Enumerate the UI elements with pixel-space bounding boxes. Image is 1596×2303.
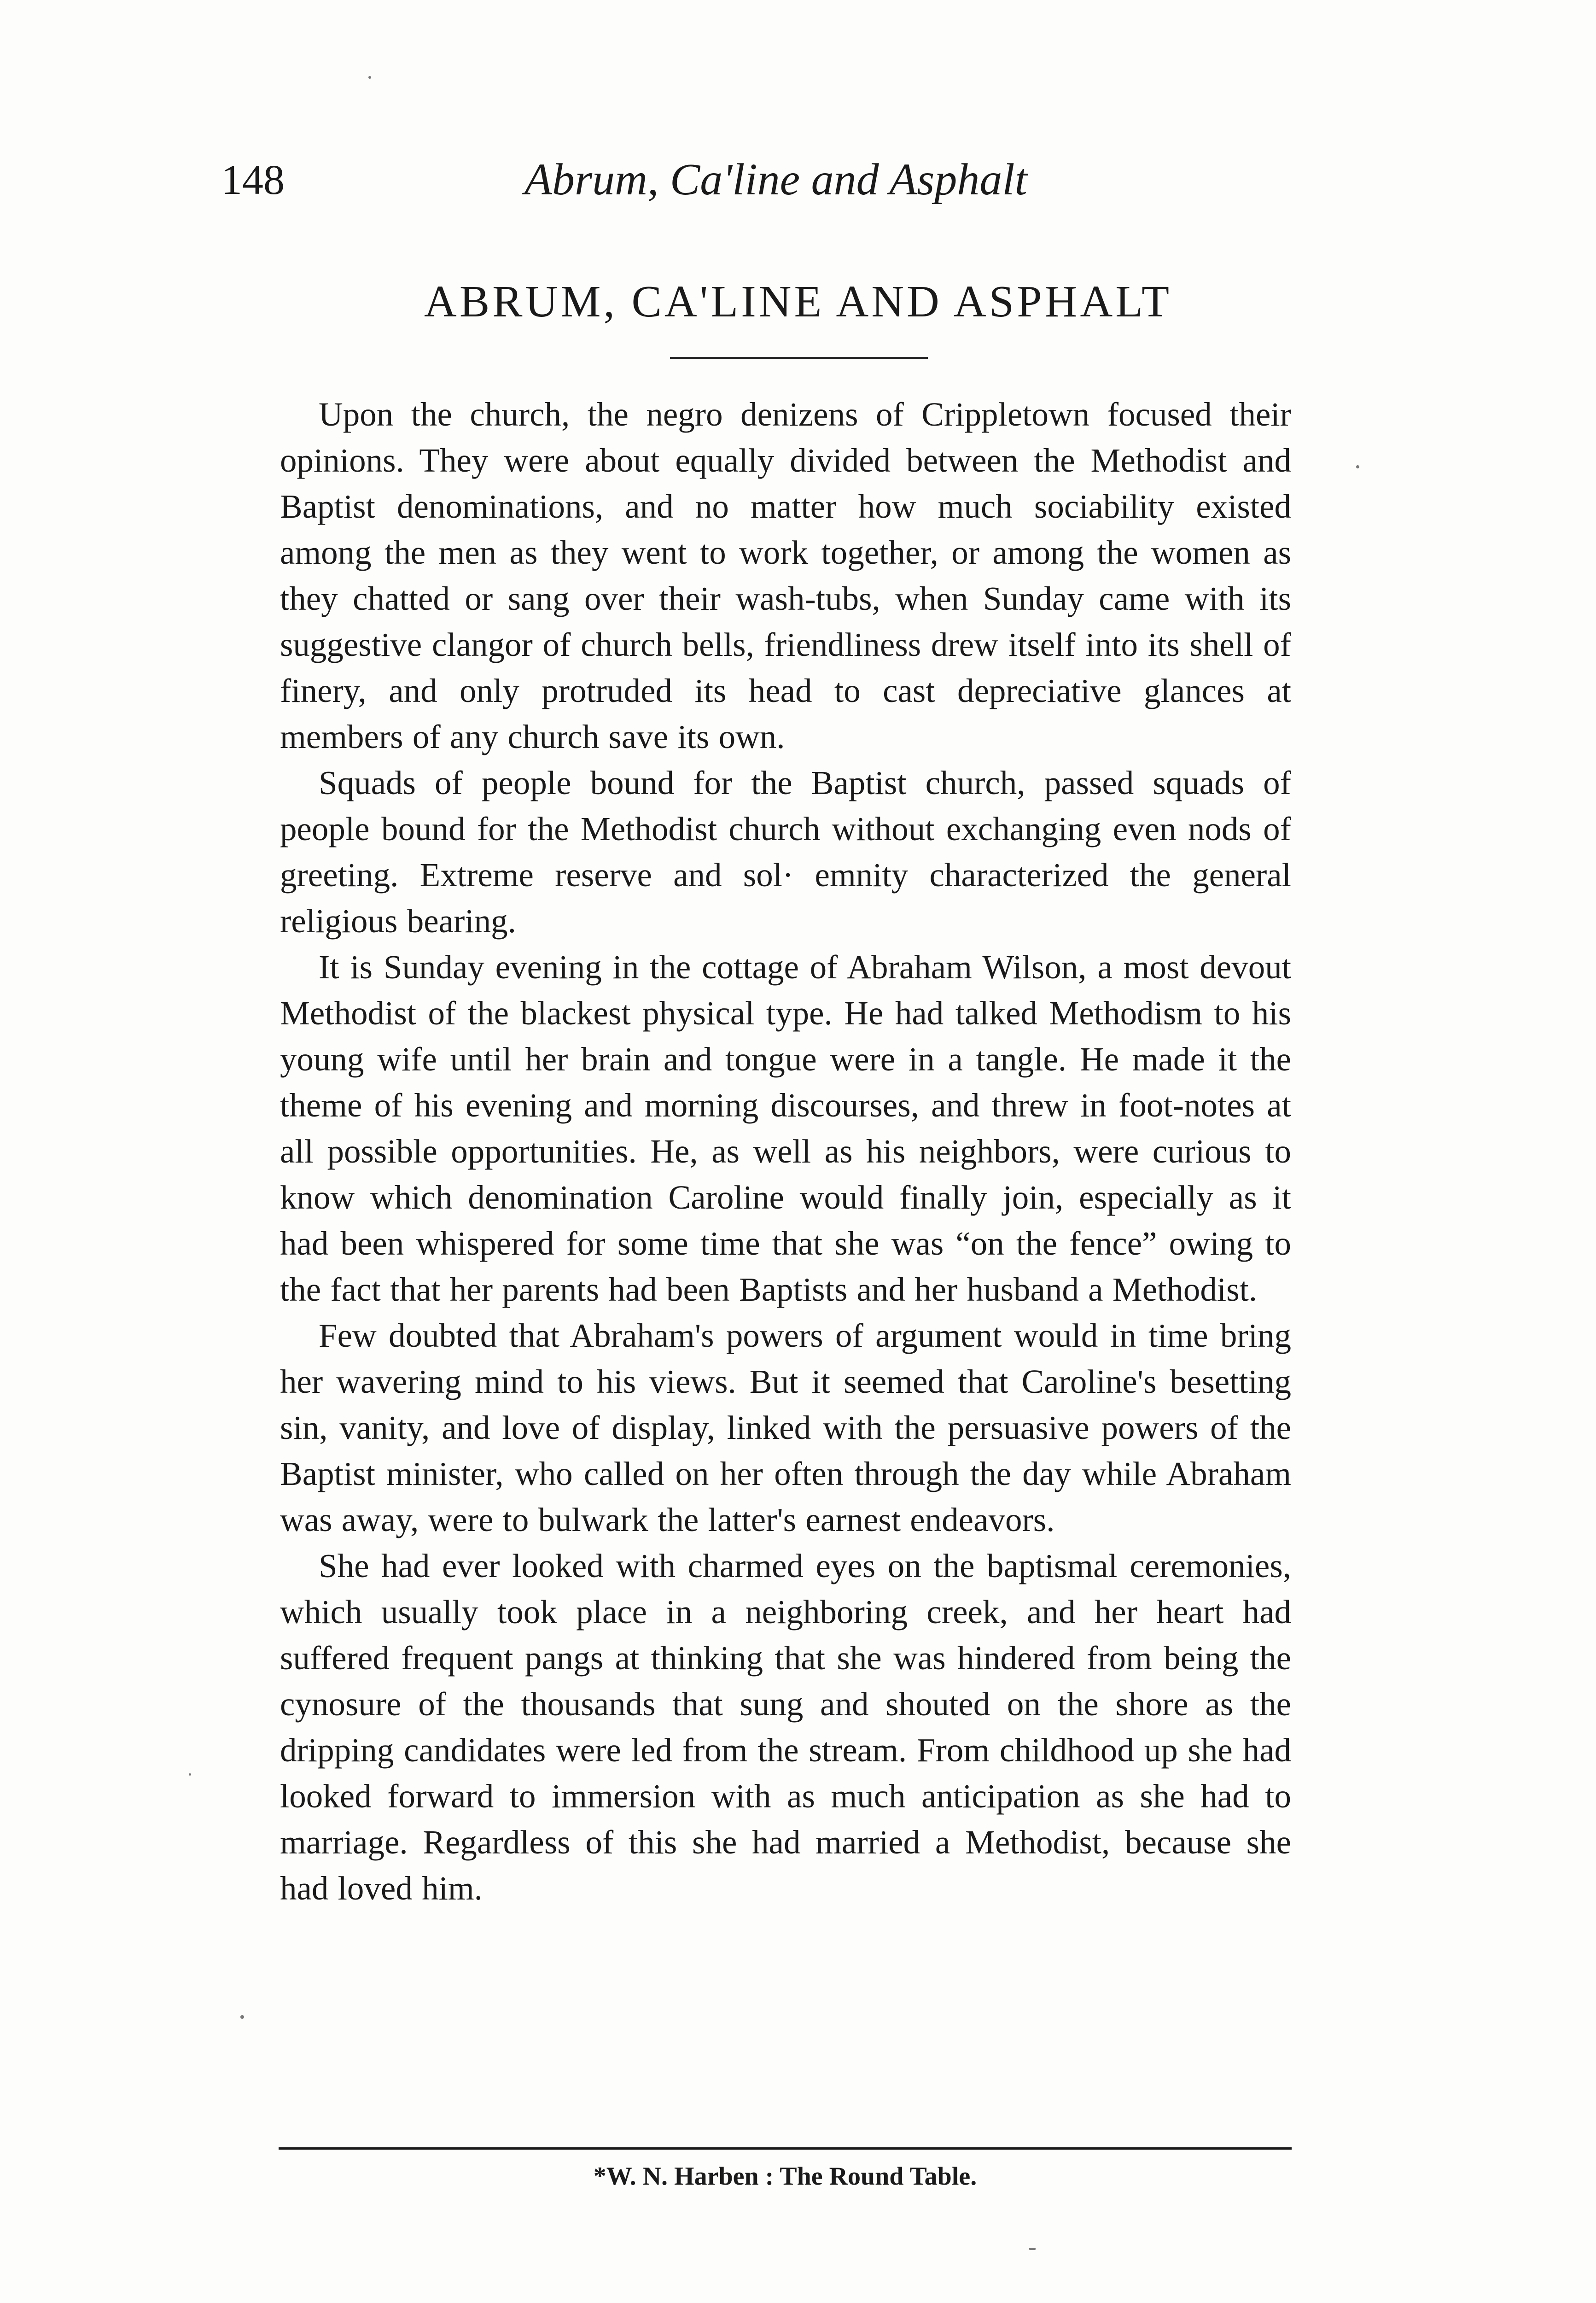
- paper-speck: [1029, 2248, 1036, 2250]
- title-rule: [670, 357, 928, 359]
- page-number: 148: [221, 156, 285, 203]
- paragraph-1: Upon the church, the negro denizens of Crippletown focused their opinions. They were about equally divided between the Methodist and Baptist denominations, and no matter how much sociability existed among the men as they went to work together, or among the women as they chatted or sang over their wash-tubs, when Sunday came with its suggestive clangor of church bells, friendliness drew itself into its shell of finery, and only protruded its head to cast depreciative glances at members of any church save its own.: [280, 396, 1291, 755]
- paper-speck: [1356, 465, 1359, 468]
- paper-speck: [189, 1773, 191, 1776]
- paper-speck: [368, 76, 371, 79]
- body-text: [280, 392, 1291, 1911]
- running-head: [221, 154, 1303, 219]
- paper-speck: [240, 2015, 244, 2019]
- running-title: Abrum, Ca'line and Asphalt: [524, 155, 1027, 205]
- footnote: *W. N. Harben : The Round Table.: [593, 2162, 977, 2191]
- footnote-rule: [279, 2147, 1292, 2150]
- chapter-title: ABRUM, CA'LINE AND ASPHALT: [424, 277, 1172, 327]
- paragraph-2: Squads of people bound for the Baptist church, passed squads of people bound for the Methodist church without exchanging even nods of greeting. Extreme reserve and sol· emnity characterized the general religious bearing.: [280, 764, 1291, 940]
- paragraph-5: She had ever looked with charmed eyes on the baptismal ceremonies, which usually took place in a neighboring creek, and her heart had suffered frequent pangs at thinking that she was hindered from being the cynosure of the thousands that sung and shouted on the shore as the dripping candidates were led from the stream. From childhood up she had looked forward to immersion with as much anticipation as she had to marriage. Regardless of this she had married a Methodist, because she had loved him.: [280, 1547, 1291, 1907]
- paragraph-3: It is Sunday evening in the cottage of Abraham Wilson, a most devout Methodist of the blackest physical type. He had talked Methodism to his young wife until her brain and tongue were in a tangle. He made it the theme of his evening and morning discourses, and threw in foot-notes at all possible opportunities. He, as well as his neighbors, were curious to know which denomination Caroline would finally join, especially as it had been whispered for some time that she was “on the fence” owing to the fact that her parents had been Baptists and her husband a Methodist.: [280, 948, 1291, 1308]
- paragraph-4: Few doubted that Abraham's powers of argument would in time bring her wavering mind to his views. But it seemed that Caroline's besetting sin, vanity, and love of display, linked with the persuasive powers of the Baptist minister, who called on her often through the day while Abraham was away, were to bulwark the latter's earnest endeavors.: [280, 1317, 1291, 1538]
